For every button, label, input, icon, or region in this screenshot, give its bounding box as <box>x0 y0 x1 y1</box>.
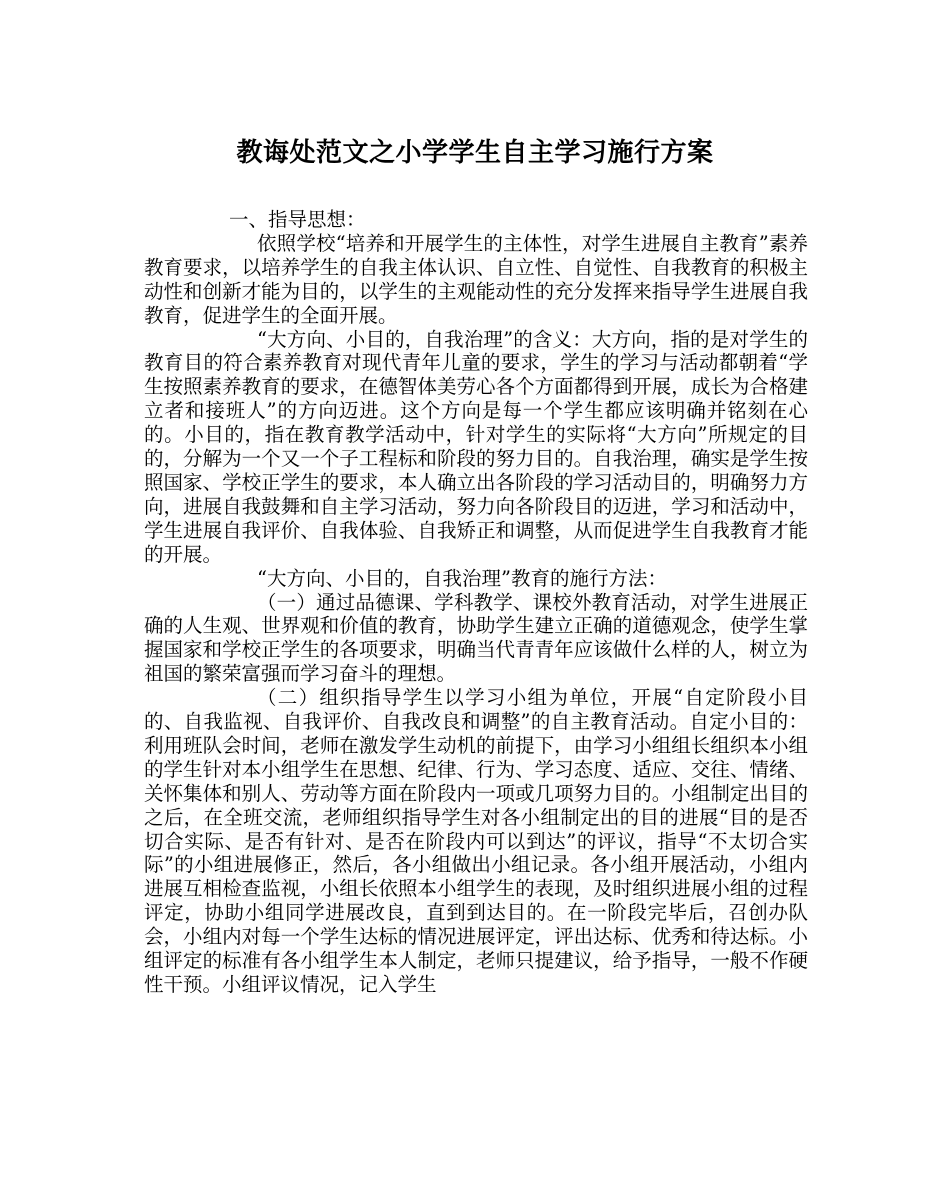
section-heading-guiding-thought: 一、指导思想： <box>229 208 366 231</box>
paragraph-meaning: “大方向、小目的，自我治理”的含义：大方向，指的是对学生的教育目的符合素养教育对现代青年儿童的要求，学生的学习与活动都朝着“学生按照素养教育的要求，在德智体美劳心各个方面都得到开展，成长为合格建立者和接班人”的方向迈进。这个方向是每一个学生都应该明确并铭刻在心的。小目的，指在教育教学活动中，针对学生的实际将“大方向”所规定的目的，分解为一个又一个子工程标和阶段的努力目的。自我治理，确实是学生按照国家、学校正学生的要求，本人确立出各阶段的学习活动目的，明确努力方向，进展自我鼓舞和自主学习活动，努力向各阶段目的迈进，学习和活动中，学生进展自我评价、自我体验、自我矫正和调整，从而促进学生自我教育才能的开展。 <box>144 327 808 566</box>
paragraph-methods-heading: “大方向、小目的，自我治理”教育的施行方法： <box>257 566 667 590</box>
paragraph-method-2: （二）组织指导学生以学习小组为单位，开展“自定阶段小目的、自我监视、自我评价、自我改良和调整”的自主教育活动。自定小目的：利用班队会时间，老师在激发学生动机的前提下，由学习小组组长组织本小组的学生针对本小组学生在思想、纪律、行为、学习态度、适应、交往、情绪、关怀集体和别人、劳动等方面在阶段内一项或几项努力目的。小组制定出目的之后，在全班交流，老师组织指导学生对各小组制定出的目的进展“目的是否切合实际、是否有针对、是否在阶段内可以到达”的评议，指导“不太切合实际”的小组进展修正，然后，各小组做出小组记录。各小组开展活动，小组内进展互相检查监视，小组长依照本小组学生的表现，及时组织进展小组的过程评定，协助小组同学进展改良，直到到达目的。在一阶段完毕后，召创办队会，小组内对每一个学生达标的情况进展评定，评出达标、优秀和待达标。小组评定的标准有各小组学生本人制定，老师只提建议，给予指导，一般不作硬性干预。小组评议情况，记入学生 <box>144 686 808 996</box>
paragraph-intro: 依照学校“培养和开展学生的主体性，对学生进展自主教育”素养教育要求，以培养学生的自我主体认识、自立性、自觉性、自我教育的积极主动性和创新才能为目的，以学生的主观能动性的充分发挥来指导学生进展自我教育，促进学生的全面开展。 <box>144 231 808 327</box>
document-title: 教诲处范文之小学学生自主学习施行方案 <box>236 138 714 168</box>
document-body <box>144 208 808 997</box>
paragraph-method-1: （一）通过品德课、学科教学、课校外教育活动，对学生进展正确的人生观、世界观和价值的教育，协助学生建立正确的道德观念，使学生掌握国家和学校正学生的各项要求，明确当代青青年应该做什么样的人，树立为祖国的繁荣富强而学习奋斗的理想。 <box>144 590 808 686</box>
